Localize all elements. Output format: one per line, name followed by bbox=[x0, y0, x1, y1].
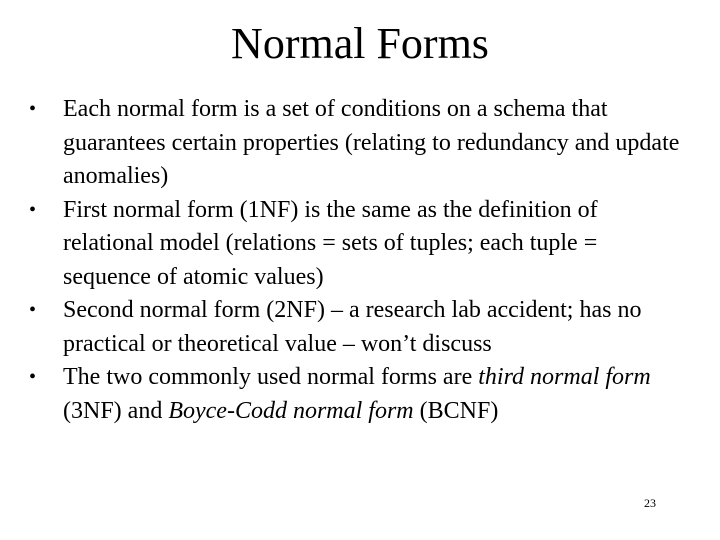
bullet-text-part: (3NF) and bbox=[63, 397, 169, 424]
bullet-icon: • bbox=[29, 366, 37, 388]
emphasis-third-normal-form: third normal form bbox=[478, 364, 651, 390]
bullet-icon: • bbox=[29, 98, 37, 120]
page-number: 23 bbox=[644, 496, 656, 510]
bullet-item-common-normal-forms bbox=[0, 361, 720, 428]
bullet-text: Second normal form (2NF) – a research lab accident; has no practical or theoretical value – won’t discuss bbox=[63, 297, 642, 357]
bullet-item-normal-form-definition bbox=[0, 93, 720, 194]
emphasis-bcnf: Boyce-Codd normal form bbox=[168, 397, 414, 424]
bullet-text: Each normal form is a set of conditions on a schema that guarantees certain properties (relating to redundancy and update anomalies) bbox=[63, 96, 680, 189]
bullet-text-part: (BCNF) bbox=[413, 397, 499, 424]
bullet-text-part: The two commonly used normal forms are bbox=[63, 364, 479, 390]
bullet-item-second-normal-form bbox=[0, 294, 720, 361]
slide-title: Normal Forms bbox=[231, 19, 489, 68]
bullet-item-first-normal-form bbox=[0, 194, 720, 295]
bullet-icon: • bbox=[29, 299, 37, 321]
bullet-list bbox=[0, 93, 720, 428]
bullet-icon: • bbox=[29, 198, 37, 221]
bullet-text: First normal form (1NF) is the same as the definition of relational model (relations = sets of tuples; each tuple = sequence of atomic values) bbox=[63, 196, 598, 290]
